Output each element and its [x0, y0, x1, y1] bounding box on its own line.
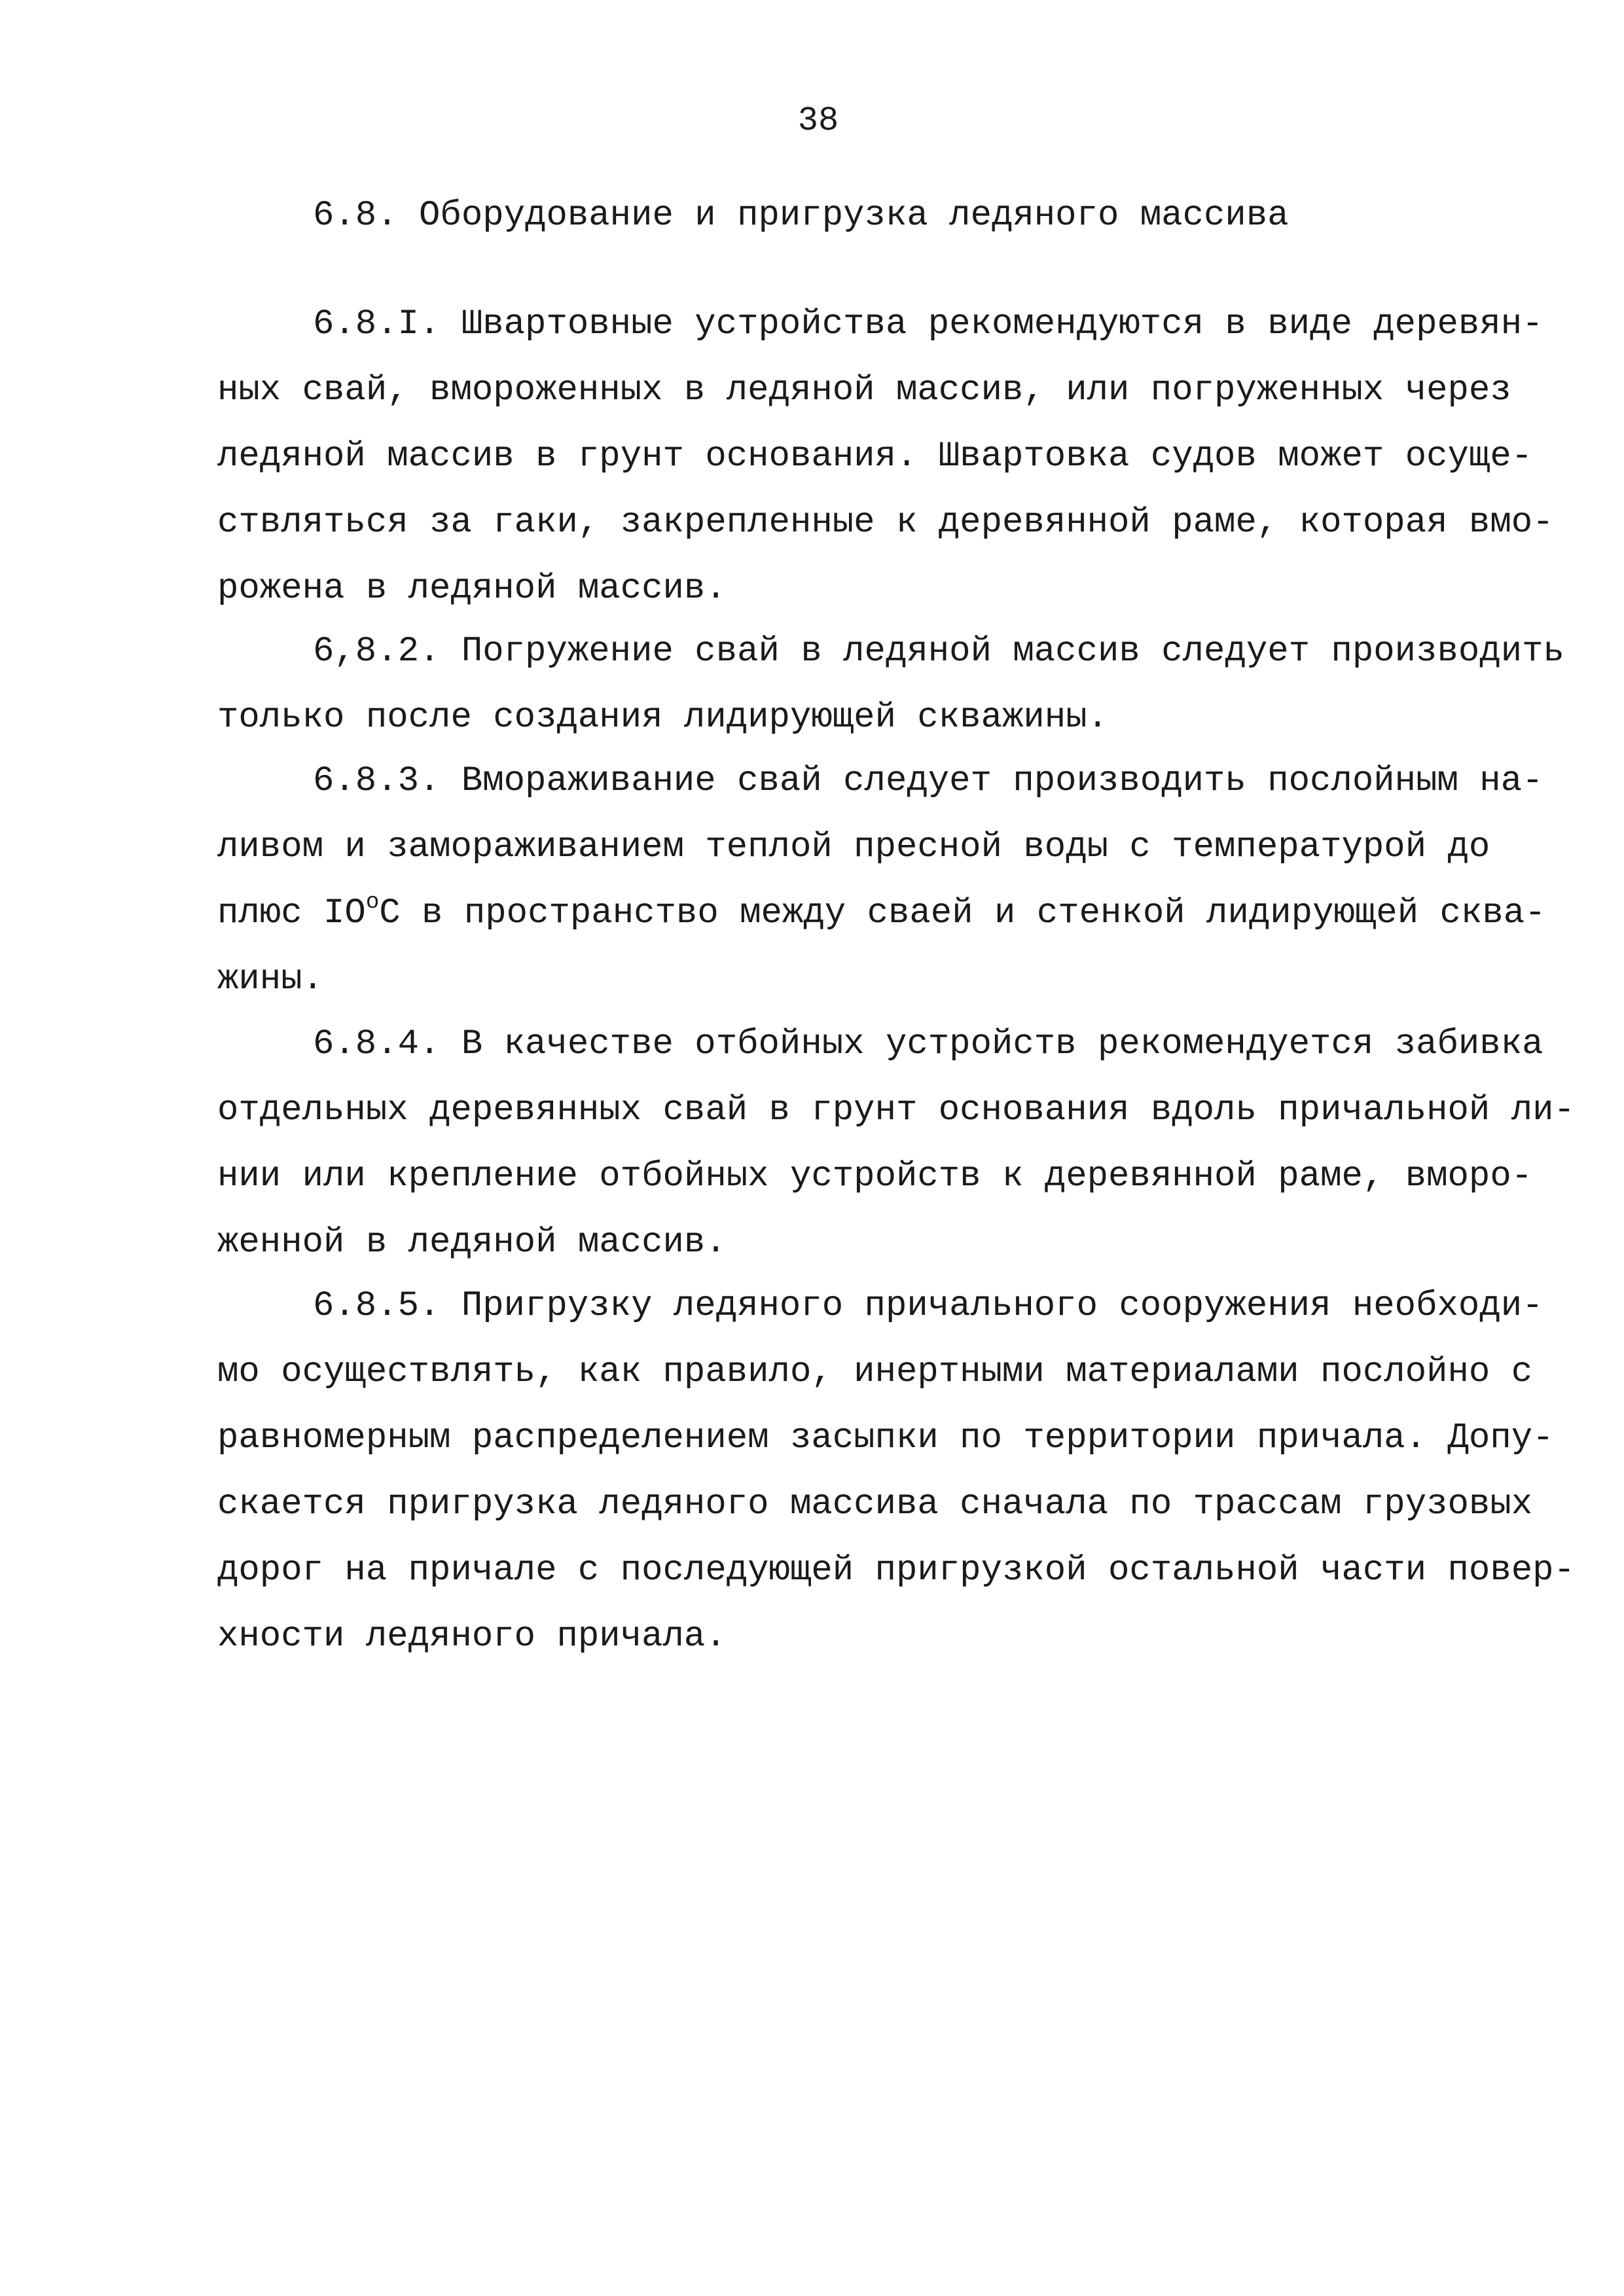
paragraph-line: 6.8.I. Швартовные устройства рекомендуются в виде деревян-	[313, 304, 1543, 344]
page-number: 38	[797, 101, 839, 140]
paragraph-6-8-5	[217, 1273, 1575, 1670]
paragraph-line: 6,8.2. Погружение свай в ледяной массив следует производить	[313, 632, 1564, 672]
paragraph-line: мо осуществлять, как правило, инертными материалами послойно с	[217, 1352, 1533, 1392]
paragraph-line: хности ледяного причала.	[217, 1617, 727, 1657]
temperature-prefix: плюс IO	[217, 893, 366, 933]
paragraph-line: ных свай, вмороженных в ледяной массив, или погруженных через	[217, 370, 1511, 410]
paragraph-line: нии или крепление отбойных устройств к деревянной раме, вморо-	[217, 1157, 1533, 1196]
paragraph-line: 6.8.3. Вмораживание свай следует производить послойным на-	[313, 761, 1543, 801]
paragraph-line: 6.8.4. В качестве отбойных устройств рекомендуется забивка	[313, 1024, 1543, 1064]
paragraph-line: рожена в ледяной массив.	[217, 569, 727, 609]
paragraph-line: женной в ледяной массив.	[217, 1223, 727, 1263]
paragraph-6-8-4	[217, 1011, 1575, 1276]
paragraph-line: отдельных деревянных свай в грунт основания вдоль причальной ли-	[217, 1090, 1575, 1130]
paragraph-line-temperature	[217, 880, 1546, 946]
paragraph-line: дорог на причале с последующей пригрузкой остальной части повер-	[217, 1551, 1575, 1590]
paragraph-6-8-1	[217, 291, 1554, 622]
temperature-suffix: C в пространство между сваей и стенкой лидирующей сква-	[379, 893, 1546, 933]
paragraph-line: ледяной массив в грунт основания. Швартовка судов может осуще-	[217, 437, 1533, 476]
paragraph-line: только после создания лидирующей скважины.	[217, 698, 1109, 738]
degree-superscript: o	[365, 890, 380, 915]
paragraph-line: равномерным распределением засыпки по территории причала. Допу-	[217, 1418, 1554, 1458]
paragraph-6-8-2	[217, 619, 1564, 751]
paragraph-6-8-3	[217, 748, 1546, 1013]
paragraph-line: жины.	[217, 960, 324, 999]
paragraph-line: скается пригрузка ледяного массива сначала по трассам грузовых	[217, 1484, 1533, 1524]
section-title: 6.8. Оборудование и пригрузка ледяного массива	[313, 196, 1289, 236]
paragraph-line: ствляться за гаки, закрепленные к деревянной раме, которая вмо-	[217, 503, 1554, 543]
paragraph-line: ливом и замораживанием теплой пресной воды с температурой до	[217, 827, 1490, 867]
paragraph-line: 6.8.5. Пригрузку ледяного причального сооружения необходи-	[313, 1286, 1543, 1326]
